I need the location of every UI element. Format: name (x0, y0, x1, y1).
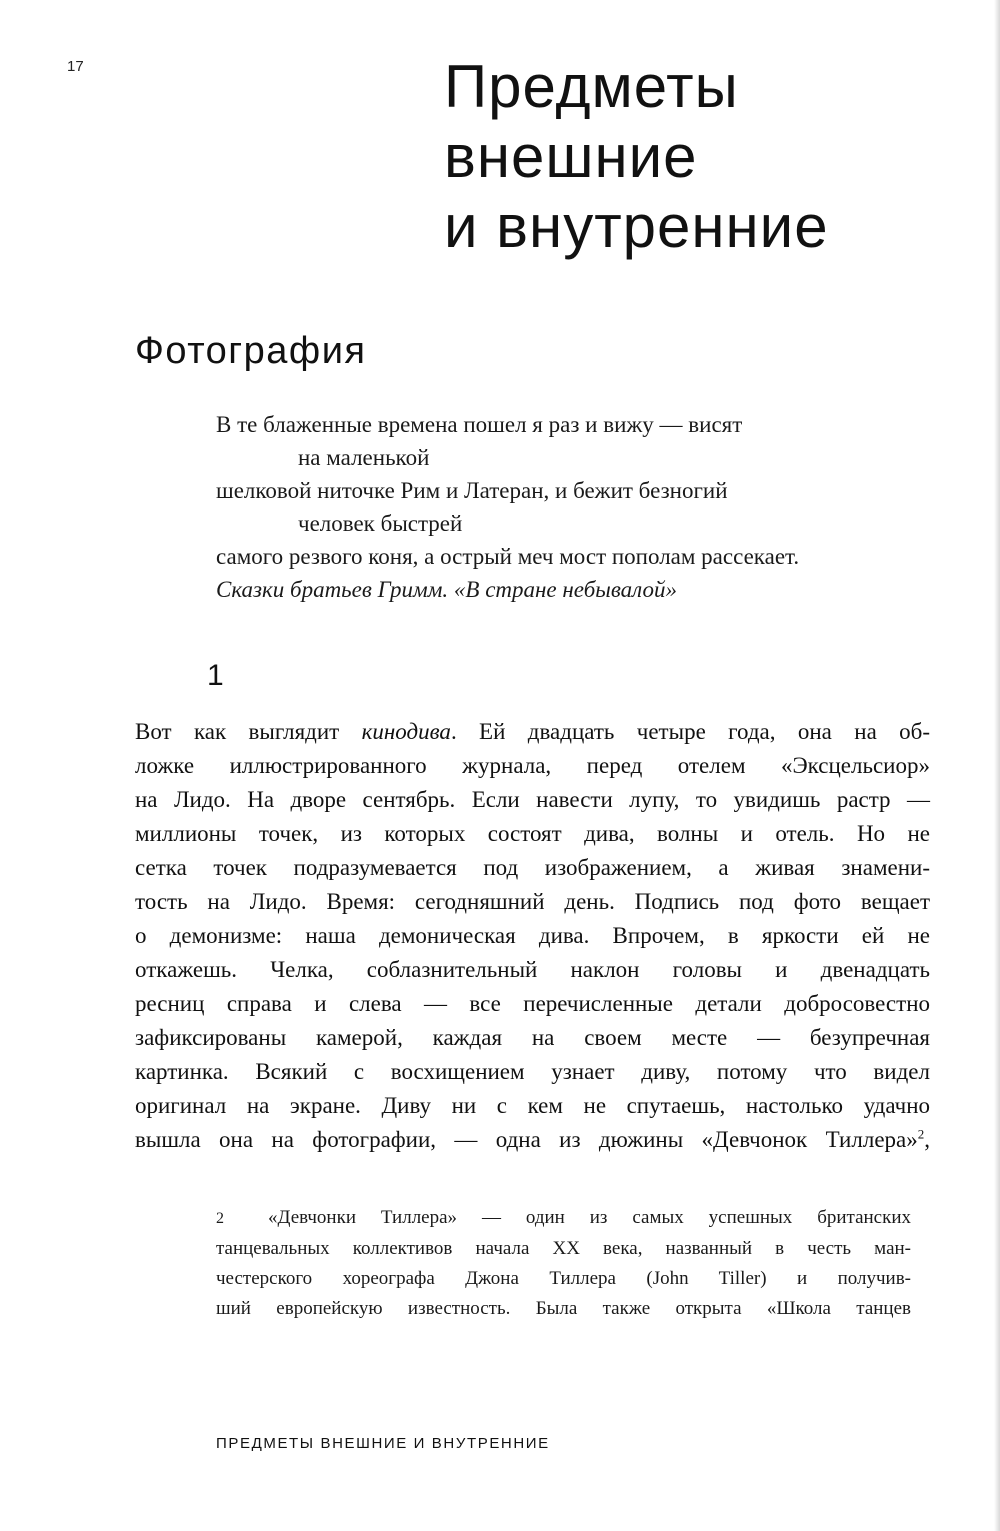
running-footer: ПРЕДМЕТЫ ВНЕШНИЕ И ВНУТРЕННИЕ (216, 1435, 550, 1452)
body-line: оригинал на экране. Диву ни с кем не спутаешь, настолько удачно (135, 1093, 930, 1118)
epigraph-line: В те блаженные времена пошел я раз и вижу — висят (216, 412, 743, 437)
footnote-number: 2 (216, 1210, 224, 1227)
body-line: ресниц справа и слева — все перечисленные детали добросовестно (135, 991, 930, 1016)
body-line: зафиксированы камерой, каждая на своем месте — безупречная (135, 1025, 930, 1050)
body-line: миллионы точек, из которых состоят дива, волны и отель. Но не (135, 821, 930, 846)
body-line (135, 715, 930, 749)
body-text-run: вышла она на фотографии, — одна из дюжины «Девчонок Тиллера» (135, 1127, 918, 1152)
footnote-reference[interactable]: 2 (917, 1126, 925, 1142)
chapter-title-line: и внутренние (444, 193, 829, 260)
body-line: откажешь. Челка, соблазнительный наклон головы и двенадцать (135, 957, 930, 982)
body-italic-term: кинодива (361, 719, 451, 744)
footnote (216, 1203, 911, 1324)
epigraph-line: самого резвого коня, а острый меч мост пополам рассекает. (216, 544, 800, 569)
body-text-run: . Ей двадцать четыре года, она на об- (450, 719, 931, 744)
part-number: 1 (207, 659, 224, 692)
body-line: ложке иллюстрированного журнала, перед отелем «Эксцельсиор» (135, 753, 930, 778)
footnote-line: ший европейскую известность. Была также открыта «Школа танцев (216, 1298, 911, 1319)
body-text-run: , (924, 1127, 930, 1152)
body-line: о демонизме: наша демоническая дива. Впрочем, в яркости ей не (135, 923, 930, 948)
chapter-title-line: внешние (444, 123, 698, 190)
epigraph-line: человек быстрей (298, 511, 463, 536)
footnote-line: танцевальных коллективов начала XX века, названный в честь ман- (216, 1238, 911, 1259)
page-number: 17 (67, 58, 84, 75)
body-line: картинка. Всякий с восхищением узнает диву, потому что видел (135, 1059, 930, 1084)
body-line: сетка точек подразумевается под изображением, а живая знамени- (135, 855, 930, 880)
epigraph-attribution: Сказки братьев Гримм. «В стране небывалой» (216, 577, 677, 602)
body-line: на Лидо. На дворе сентябрь. Если навести лупу, то увидишь растр — (135, 787, 930, 812)
footnote-line: честерского хореографа Джона Тиллера (John Tiller) и получив- (216, 1268, 911, 1289)
epigraph-line: на маленькой (298, 445, 430, 470)
footnote-text-run: «Девчонки Тиллера» — один из самых успешных британских (268, 1207, 911, 1228)
body-line: тость на Лидо. Время: сегодняшний день. Подпись под фото вещает (135, 889, 930, 914)
body-text (135, 715, 930, 1157)
footnote-line (216, 1203, 911, 1234)
chapter-title (444, 52, 829, 262)
chapter-title-line: Предметы (444, 53, 739, 120)
body-line (135, 1123, 930, 1157)
section-title: Фотография (135, 330, 367, 372)
epigraph-line: шелковой ниточке Рим и Латеран, и бежит безногий (216, 478, 728, 503)
page-edge-shadow (994, 0, 1000, 1531)
body-text-run: Вот как выглядит (135, 719, 362, 744)
epigraph (216, 408, 956, 606)
